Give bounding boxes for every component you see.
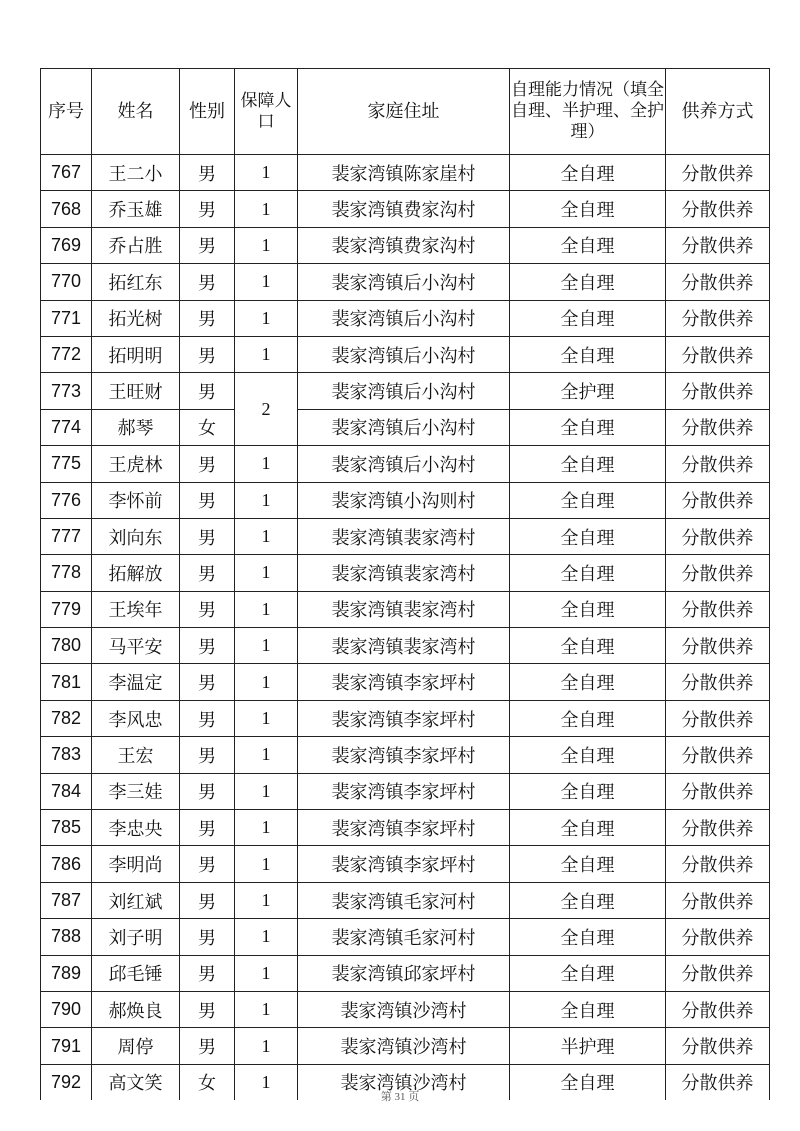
cell-support: 分散供养	[666, 191, 770, 227]
cell-gender: 男	[180, 700, 235, 736]
cell-gender: 男	[180, 155, 235, 191]
cell-no: 773	[41, 373, 92, 409]
header-address: 家庭住址	[298, 69, 510, 155]
header-gender: 性别	[180, 69, 235, 155]
cell-name: 李忠央	[92, 810, 180, 846]
cell-gender: 男	[180, 264, 235, 300]
cell-people: 1	[235, 1064, 298, 1100]
cell-name: 李风忠	[92, 700, 180, 736]
cell-address: 裴家湾镇李家坪村	[298, 664, 510, 700]
cell-no: 772	[41, 336, 92, 372]
cell-gender: 男	[180, 664, 235, 700]
cell-support: 分散供养	[666, 955, 770, 991]
cell-ability: 全自理	[510, 155, 666, 191]
table-row	[41, 155, 770, 191]
cell-no: 788	[41, 919, 92, 955]
header-people: 保障人口	[235, 69, 298, 155]
cell-people: 1	[235, 591, 298, 627]
cell-support: 分散供养	[666, 846, 770, 882]
cell-name: 乔玉雄	[92, 191, 180, 227]
cell-no: 777	[41, 518, 92, 554]
cell-ability: 全自理	[510, 955, 666, 991]
cell-address: 裴家湾镇李家坪村	[298, 773, 510, 809]
cell-gender: 男	[180, 446, 235, 482]
cell-no: 770	[41, 264, 92, 300]
cell-support: 分散供养	[666, 336, 770, 372]
cell-no: 786	[41, 846, 92, 882]
cell-name: 王埃年	[92, 591, 180, 627]
cell-gender: 男	[180, 227, 235, 263]
cell-address: 裴家湾镇沙湾村	[298, 991, 510, 1027]
cell-no: 767	[41, 155, 92, 191]
cell-no: 769	[41, 227, 92, 263]
cell-no: 778	[41, 555, 92, 591]
cell-people: 1	[235, 336, 298, 372]
cell-address: 裴家湾镇后小沟村	[298, 373, 510, 409]
cell-people: 1	[235, 955, 298, 991]
cell-name: 郝焕良	[92, 991, 180, 1027]
cell-gender: 男	[180, 919, 235, 955]
cell-no: 780	[41, 628, 92, 664]
cell-no: 785	[41, 810, 92, 846]
cell-people: 1	[235, 846, 298, 882]
cell-name: 高文笑	[92, 1064, 180, 1100]
cell-gender: 男	[180, 882, 235, 918]
cell-gender: 男	[180, 628, 235, 664]
cell-ability: 全自理	[510, 300, 666, 336]
cell-people: 1	[235, 882, 298, 918]
cell-ability: 全自理	[510, 773, 666, 809]
cell-gender: 女	[180, 1064, 235, 1100]
cell-name: 拓明明	[92, 336, 180, 372]
cell-support: 分散供养	[666, 373, 770, 409]
cell-support: 分散供养	[666, 409, 770, 445]
cell-people: 1	[235, 1028, 298, 1064]
cell-support: 分散供养	[666, 482, 770, 518]
table-row	[41, 882, 770, 918]
cell-name: 王宏	[92, 737, 180, 773]
cell-support: 分散供养	[666, 628, 770, 664]
cell-support: 分散供养	[666, 300, 770, 336]
cell-name: 李三娃	[92, 773, 180, 809]
cell-no: 771	[41, 300, 92, 336]
cell-address: 裴家湾镇沙湾村	[298, 1028, 510, 1064]
table-row	[41, 846, 770, 882]
cell-people: 1	[235, 191, 298, 227]
cell-support: 分散供养	[666, 919, 770, 955]
cell-name: 王二小	[92, 155, 180, 191]
table-row	[41, 664, 770, 700]
cell-no: 782	[41, 700, 92, 736]
cell-ability: 全自理	[510, 919, 666, 955]
table-row	[41, 919, 770, 955]
cell-ability: 全自理	[510, 882, 666, 918]
cell-support: 分散供养	[666, 991, 770, 1027]
cell-address: 裴家湾镇后小沟村	[298, 446, 510, 482]
cell-gender: 男	[180, 482, 235, 518]
cell-people: 1	[235, 264, 298, 300]
cell-ability: 全自理	[510, 700, 666, 736]
header-row	[41, 69, 770, 155]
cell-gender: 女	[180, 409, 235, 445]
cell-address: 裴家湾镇费家沟村	[298, 227, 510, 263]
cell-gender: 男	[180, 955, 235, 991]
table-row	[41, 518, 770, 554]
table-row	[41, 409, 770, 445]
table-row	[41, 810, 770, 846]
cell-ability: 全自理	[510, 664, 666, 700]
table-row	[41, 446, 770, 482]
cell-address: 裴家湾镇李家坪村	[298, 846, 510, 882]
cell-name: 李温定	[92, 664, 180, 700]
table-row	[41, 1028, 770, 1064]
cell-name: 乔占胜	[92, 227, 180, 263]
cell-name: 刘红斌	[92, 882, 180, 918]
cell-people: 1	[235, 991, 298, 1027]
cell-gender: 男	[180, 336, 235, 372]
cell-address: 裴家湾镇毛家河村	[298, 919, 510, 955]
cell-support: 分散供养	[666, 518, 770, 554]
table-row	[41, 737, 770, 773]
cell-ability: 全自理	[510, 518, 666, 554]
cell-ability: 全自理	[510, 810, 666, 846]
cell-no: 768	[41, 191, 92, 227]
roster-body	[41, 155, 770, 1101]
table-row	[41, 373, 770, 409]
cell-support: 分散供养	[666, 773, 770, 809]
cell-people: 2	[235, 373, 298, 446]
cell-support: 分散供养	[666, 810, 770, 846]
cell-ability: 全自理	[510, 336, 666, 372]
cell-gender: 男	[180, 373, 235, 409]
table-row	[41, 555, 770, 591]
cell-support: 分散供养	[666, 1064, 770, 1100]
cell-support: 分散供养	[666, 227, 770, 263]
table-row	[41, 264, 770, 300]
cell-people: 1	[235, 700, 298, 736]
cell-people: 1	[235, 446, 298, 482]
cell-name: 刘子明	[92, 919, 180, 955]
table-row	[41, 628, 770, 664]
table-row	[41, 336, 770, 372]
cell-address: 裴家湾镇裴家湾村	[298, 591, 510, 627]
cell-people: 1	[235, 155, 298, 191]
cell-people: 1	[235, 773, 298, 809]
cell-no: 789	[41, 955, 92, 991]
cell-people: 1	[235, 810, 298, 846]
table-row	[41, 955, 770, 991]
cell-people: 1	[235, 628, 298, 664]
cell-address: 裴家湾镇李家坪村	[298, 737, 510, 773]
table-row	[41, 991, 770, 1027]
cell-address: 裴家湾镇邱家坪村	[298, 955, 510, 991]
cell-name: 拓解放	[92, 555, 180, 591]
cell-ability: 全自理	[510, 628, 666, 664]
cell-support: 分散供养	[666, 155, 770, 191]
cell-no: 787	[41, 882, 92, 918]
cell-gender: 男	[180, 991, 235, 1027]
cell-people: 1	[235, 482, 298, 518]
cell-name: 马平安	[92, 628, 180, 664]
cell-gender: 男	[180, 846, 235, 882]
cell-ability: 全自理	[510, 591, 666, 627]
cell-address: 裴家湾镇李家坪村	[298, 700, 510, 736]
table-row	[41, 191, 770, 227]
cell-ability: 全自理	[510, 409, 666, 445]
cell-gender: 男	[180, 591, 235, 627]
cell-gender: 男	[180, 810, 235, 846]
cell-gender: 男	[180, 555, 235, 591]
cell-no: 781	[41, 664, 92, 700]
cell-people: 1	[235, 227, 298, 263]
cell-address: 裴家湾镇沙湾村	[298, 1064, 510, 1100]
cell-support: 分散供养	[666, 555, 770, 591]
cell-name: 王旺财	[92, 373, 180, 409]
cell-ability: 全自理	[510, 555, 666, 591]
cell-address: 裴家湾镇费家沟村	[298, 191, 510, 227]
cell-ability: 全自理	[510, 1064, 666, 1100]
cell-no: 784	[41, 773, 92, 809]
cell-gender: 男	[180, 773, 235, 809]
cell-address: 裴家湾镇小沟则村	[298, 482, 510, 518]
cell-no: 779	[41, 591, 92, 627]
cell-no: 783	[41, 737, 92, 773]
cell-name: 周停	[92, 1028, 180, 1064]
cell-address: 裴家湾镇后小沟村	[298, 264, 510, 300]
cell-ability: 全自理	[510, 846, 666, 882]
cell-address: 裴家湾镇后小沟村	[298, 409, 510, 445]
cell-ability: 全自理	[510, 482, 666, 518]
cell-people: 1	[235, 737, 298, 773]
cell-no: 791	[41, 1028, 92, 1064]
cell-address: 裴家湾镇裴家湾村	[298, 555, 510, 591]
cell-ability: 全自理	[510, 446, 666, 482]
cell-name: 郝琴	[92, 409, 180, 445]
cell-name: 拓红东	[92, 264, 180, 300]
header-name: 姓名	[92, 69, 180, 155]
cell-support: 分散供养	[666, 882, 770, 918]
cell-people: 1	[235, 919, 298, 955]
cell-ability: 半护理	[510, 1028, 666, 1064]
cell-gender: 男	[180, 1028, 235, 1064]
cell-gender: 男	[180, 518, 235, 554]
table-row	[41, 700, 770, 736]
cell-people: 1	[235, 518, 298, 554]
cell-name: 刘向东	[92, 518, 180, 554]
table-row	[41, 227, 770, 263]
cell-ability: 全自理	[510, 991, 666, 1027]
cell-ability: 全自理	[510, 227, 666, 263]
cell-support: 分散供养	[666, 700, 770, 736]
cell-address: 裴家湾镇裴家湾村	[298, 628, 510, 664]
cell-support: 分散供养	[666, 1028, 770, 1064]
cell-people: 1	[235, 300, 298, 336]
cell-no: 790	[41, 991, 92, 1027]
header-support: 供养方式	[666, 69, 770, 155]
header-no: 序号	[41, 69, 92, 155]
cell-address: 裴家湾镇陈家崖村	[298, 155, 510, 191]
cell-name: 邱毛锤	[92, 955, 180, 991]
table-row	[41, 591, 770, 627]
cell-address: 裴家湾镇后小沟村	[298, 336, 510, 372]
cell-people: 1	[235, 664, 298, 700]
cell-ability: 全自理	[510, 191, 666, 227]
table-row	[41, 773, 770, 809]
cell-gender: 男	[180, 191, 235, 227]
cell-support: 分散供养	[666, 264, 770, 300]
cell-address: 裴家湾镇裴家湾村	[298, 518, 510, 554]
cell-people: 1	[235, 555, 298, 591]
cell-name: 王虎林	[92, 446, 180, 482]
cell-support: 分散供养	[666, 446, 770, 482]
table-row	[41, 300, 770, 336]
cell-ability: 全自理	[510, 737, 666, 773]
page-number: 第 31 页	[380, 1091, 420, 1103]
cell-gender: 男	[180, 737, 235, 773]
cell-no: 792	[41, 1064, 92, 1100]
cell-no: 776	[41, 482, 92, 518]
header-ability: 自理能力情况（填全自理、半护理、全护理）	[510, 69, 666, 155]
roster-table	[40, 68, 770, 1100]
cell-support: 分散供养	[666, 737, 770, 773]
cell-ability: 全自理	[510, 264, 666, 300]
cell-ability: 全护理	[510, 373, 666, 409]
cell-no: 774	[41, 409, 92, 445]
table-row	[41, 482, 770, 518]
cell-name: 李怀前	[92, 482, 180, 518]
cell-name: 李明尚	[92, 846, 180, 882]
cell-address: 裴家湾镇毛家河村	[298, 882, 510, 918]
cell-support: 分散供养	[666, 591, 770, 627]
cell-address: 裴家湾镇后小沟村	[298, 300, 510, 336]
cell-support: 分散供养	[666, 664, 770, 700]
cell-gender: 男	[180, 300, 235, 336]
cell-no: 775	[41, 446, 92, 482]
cell-address: 裴家湾镇李家坪村	[298, 810, 510, 846]
cell-name: 拓光树	[92, 300, 180, 336]
